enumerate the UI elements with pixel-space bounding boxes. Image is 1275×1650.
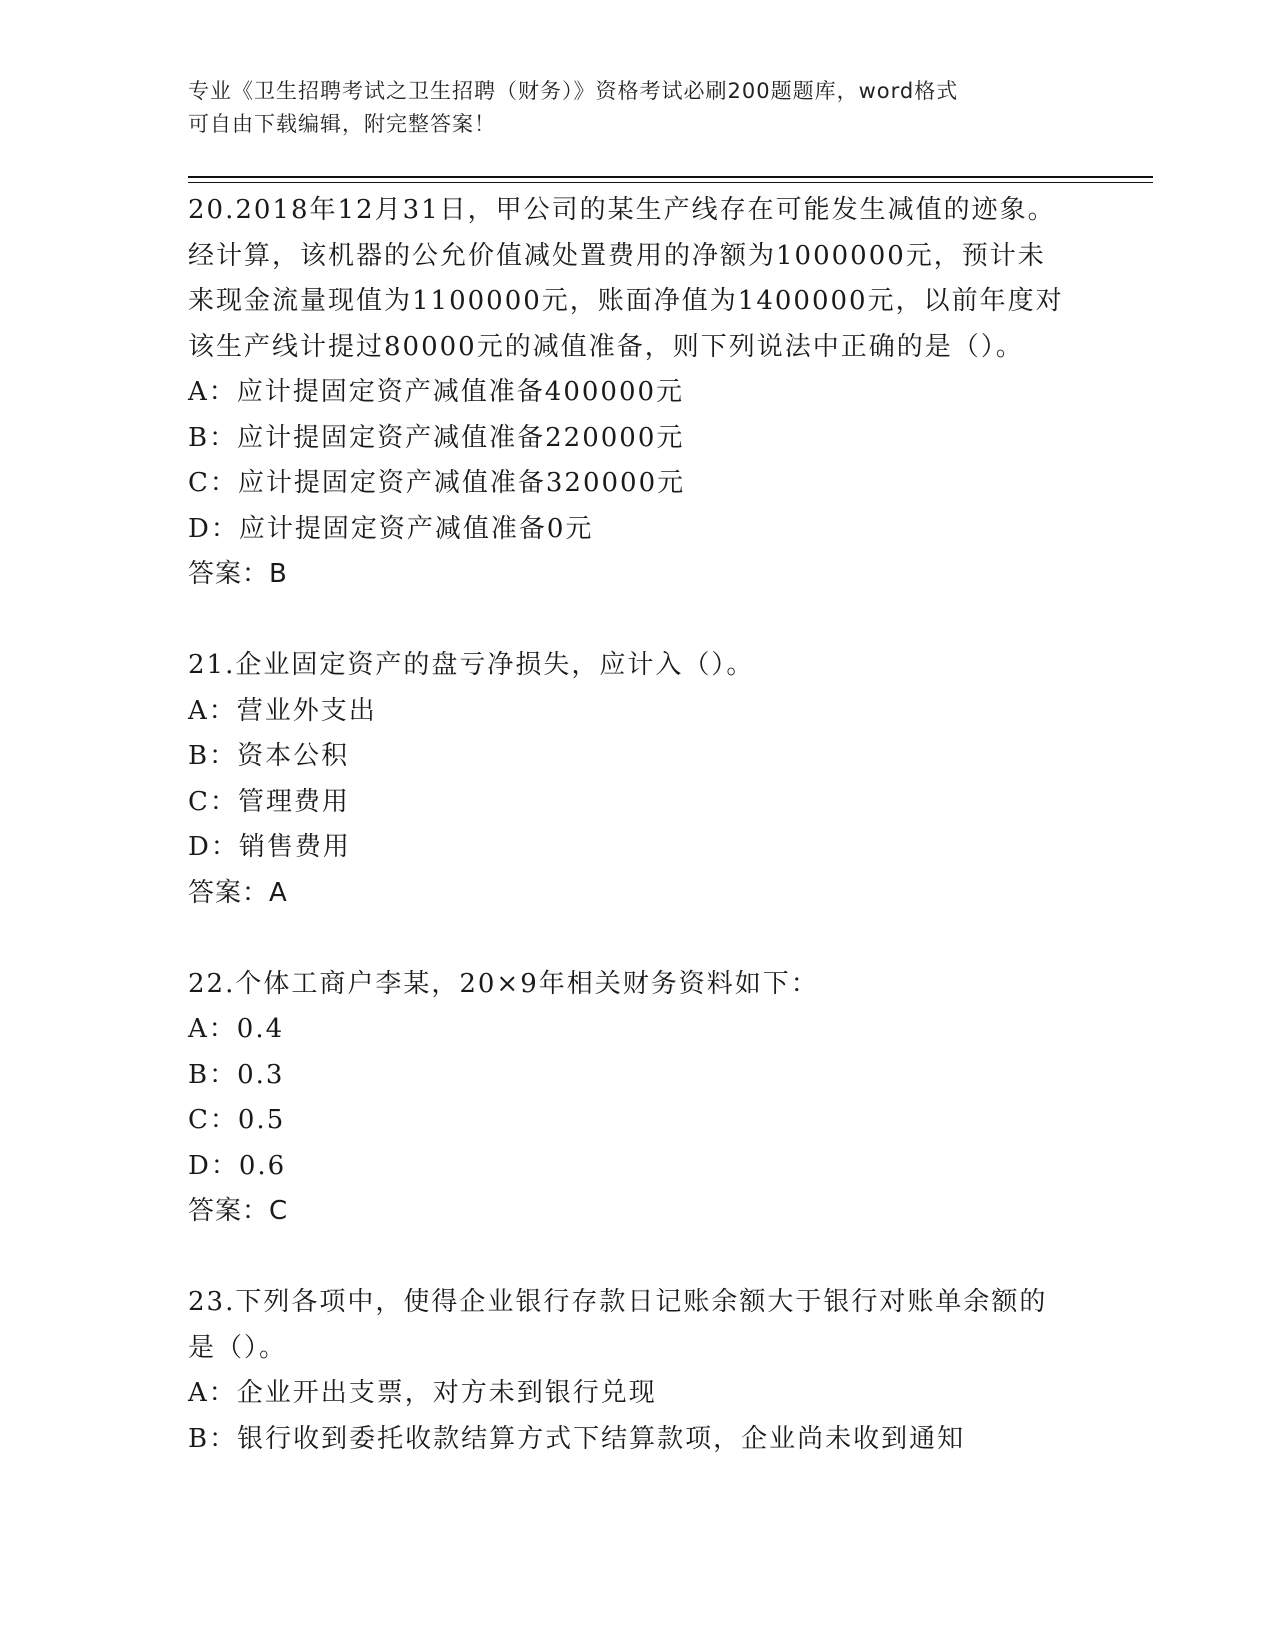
answer-line: 答案：B [188, 559, 288, 589]
option-a: A：应计提固定资产减值准备400000元 [188, 377, 685, 407]
question-spacer [188, 1235, 1088, 1281]
question-stem-line: 经计算，该机器的公允价值减处置费用的净额为1000000元，预计未 [188, 240, 1046, 271]
header-divider-thick [188, 176, 1153, 178]
option-a: A：0.4 [188, 1014, 285, 1044]
question-stem-line: 是（）。 [188, 1332, 288, 1363]
option-a: A：企业开出支票，对方未到银行兑现 [188, 1378, 657, 1408]
option-b: B：资本公积 [188, 741, 350, 771]
option-c: C：0.5 [188, 1105, 286, 1135]
option-b: B：应计提固定资产减值准备220000元 [188, 422, 685, 453]
question-stem-line: 20.2018年12月31日，甲公司的某生产线存在可能发生减值的迹象。 [188, 195, 1056, 225]
question-block [188, 1280, 1088, 1462]
header-title-line-1: 专业《卫生招聘考试之卫生招聘（财务）》资格考试必刷200题题库，word格式 [188, 79, 959, 103]
question-stem-line: 21.企业固定资产的盘亏净损失，应计入（）。 [188, 650, 755, 680]
question-stem-line: 该生产线计提过80000元的减值准备，则下列说法中正确的是（）。 [188, 331, 1024, 362]
option-a: A：营业外支出 [188, 695, 377, 726]
option-c: C：管理费用 [188, 786, 350, 817]
answer-line: 答案：C [188, 1196, 289, 1226]
question-spacer [188, 598, 1088, 644]
question-block [188, 643, 1088, 916]
question-stem-line: 来现金流量现值为1100000元，账面净值为1400000元，以前年度对 [188, 286, 1064, 316]
header-title-line-2: 可自由下载编辑，附完整答案！ [188, 112, 496, 136]
question-block [188, 962, 1088, 1235]
question-block [188, 188, 1088, 598]
option-b: B：0.3 [188, 1059, 285, 1090]
document-header [188, 75, 1068, 141]
option-d: D：应计提固定资产减值准备0元 [188, 513, 594, 544]
question-stem-line: 23.下列各项中，使得企业银行存款日记账余额大于银行对账单余额的 [188, 1287, 1048, 1317]
answer-line: 答案：A [188, 877, 288, 908]
option-d: D：销售费用 [188, 832, 351, 862]
question-spacer [188, 916, 1088, 962]
question-list [188, 188, 1088, 1462]
header-divider-thin [188, 182, 1153, 183]
option-d: D：0.6 [188, 1150, 287, 1181]
option-c: C：应计提固定资产减值准备320000元 [188, 468, 686, 498]
question-stem-line: 22.个体工商户李某，20×9年相关财务资料如下： [188, 968, 819, 999]
option-b: B：银行收到委托收款结算方式下结算款项，企业尚未收到通知 [188, 1423, 966, 1454]
